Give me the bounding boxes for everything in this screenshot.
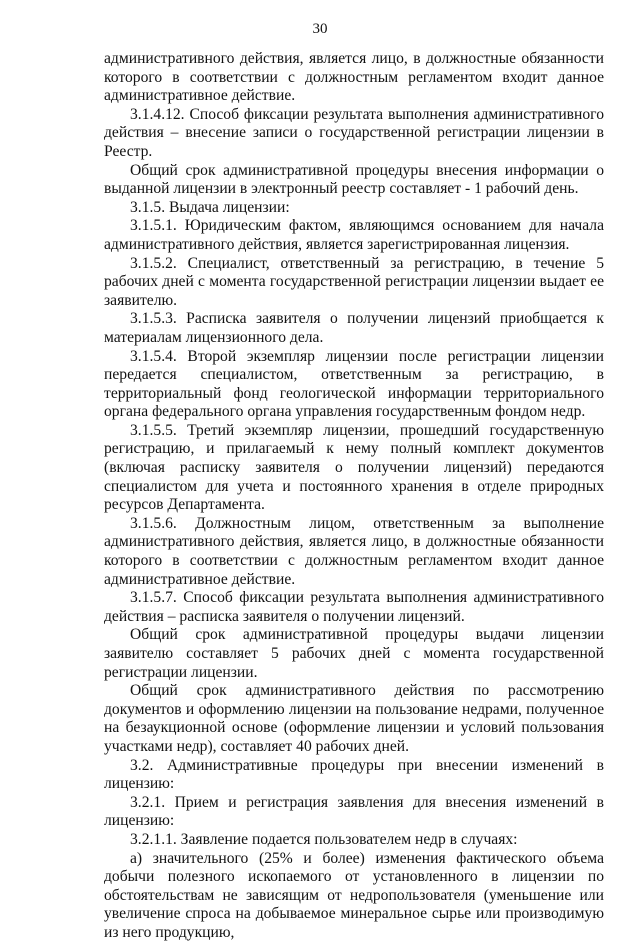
page-number: 30 — [312, 21, 328, 37]
paragraph-total-term-registry: Общий срок административной процедуры внесения информации о выданной лицензии в электронный реестр составляет - 1 рабочий день. — [104, 161, 604, 198]
paragraph-3-2-heading: 3.2. Административные процедуры при внесении изменений в лицензию: — [104, 756, 604, 793]
paragraph-3-1-5-4: 3.1.5.4. Второй экземпляр лицензии после регистрации лицензии передается специалистом, ответственным за регистрацию, в территориальный фонд геологической информации территориального органа федерального органа управления государственным фондом недр. — [104, 347, 604, 421]
paragraph-3-1-5-7: 3.1.5.7. Способ фиксации результата выполнения административного действия – расписка заявителя о получении лицензий. — [104, 589, 604, 625]
paragraph-total-term-review: Общий срок административного действия по рассмотрению документов и оформлению лицензии на пользование недрами, полученное на безаукционной основе (оформление лицензии и условий пользования участками недр), составляет 40 рабочих дней. — [104, 682, 604, 755]
paragraph-3-1-5-6: 3.1.5.6. Должностным лицом, ответственным за выполнение административного действия, является лицо, в должностные обязанности которого в соответствии с должностным регламентом входит данное административное действие. — [104, 514, 604, 588]
paragraph-3-1-4-12: 3.1.4.12. Способ фиксации результата выполнения административного действия – внесение записи о государственной регистрации лицензии в Реестр. — [104, 105, 604, 160]
paragraph-3-1-5-1: 3.1.5.1. Юридическим фактом, являющимся основанием для начала административного действия, является зарегистрированная лицензия. — [104, 217, 604, 253]
paragraph-3-1-5-heading: 3.1.5. Выдача лицензии: — [130, 198, 290, 216]
document-body — [104, 50, 604, 943]
paragraph-total-term-issuance: Общий срок административной процедуры выдачи лицензии заявителю составляет 5 рабочих дней с момента государственной регистрации лицензии. — [104, 626, 604, 681]
paragraph-continuation: административного действия, является лицо, в должностные обязанности которого в соответствии с должностным регламентом входит данное административное действие. — [104, 50, 604, 105]
paragraph-3-1-5-3: 3.1.5.3. Расписка заявителя о получении лицензий приобщается к материалам лицензионного дела. — [104, 310, 604, 346]
paragraph-3-1-5-2: 3.1.5.2. Специалист, ответственный за регистрацию, в течение 5 рабочих дней с момента государственной регистрации лицензии выдает ее заявителю. — [104, 254, 604, 309]
paragraph-3-2-1: 3.2.1. Прием и регистрация заявления для внесения изменений в лицензию: — [104, 793, 604, 830]
paragraph-3-1-5-5: 3.1.5.5. Третий экземпляр лицензии, прошедший государственную регистрацию, и прилагаемый к нему полный комплект документов (включая расписку заявителя о получении лицензий) передаются специалистом для учета и постоянного хранения в отделе природных ресурсов Департамента. — [104, 421, 604, 514]
paragraph-3-2-1-1: 3.2.1.1. Заявление подается пользователем недр в случаях: — [130, 830, 518, 848]
paragraph-item-a: а) значительного (25% и более) изменения фактического объема добычи полезного ископаемого от установленного в лицензии по обстоятельствам не зависящим от недропользователя (уменьшение или увеличение спроса на добываемое минеральное сырье или производимую из него продукцию, — [104, 849, 604, 941]
